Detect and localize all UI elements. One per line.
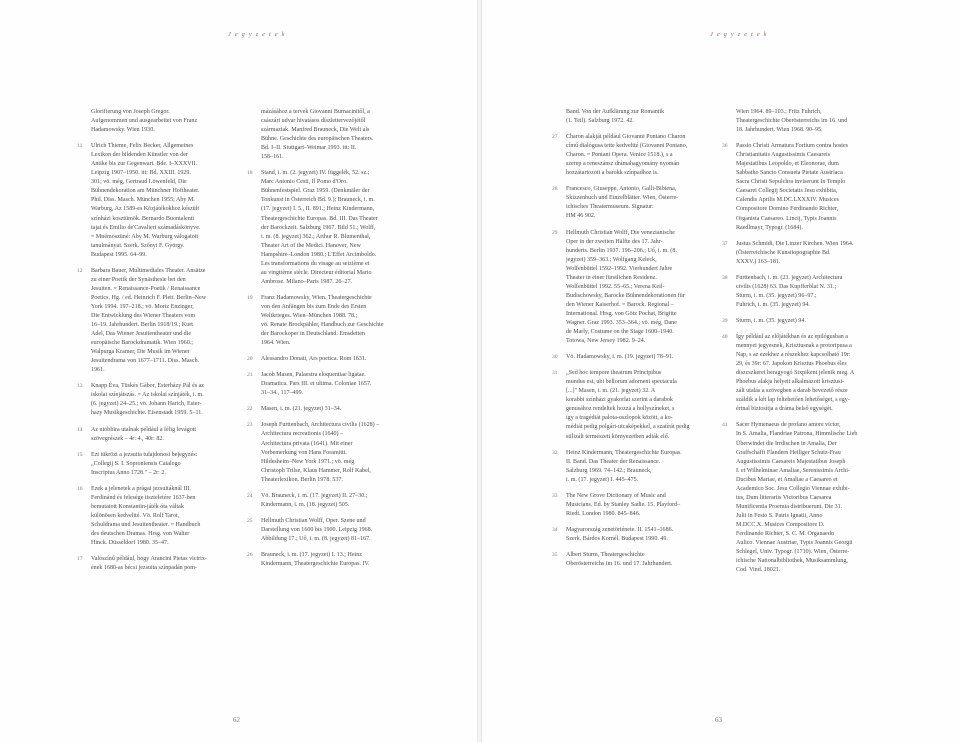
footnote xyxy=(552,449,694,485)
notes-column xyxy=(552,108,694,576)
footnote xyxy=(722,274,864,310)
footnote-number: 38 xyxy=(722,274,728,281)
footnote-number: 21 xyxy=(247,372,253,379)
footnote-number: 12 xyxy=(77,267,83,274)
footnote-text: Ulrich Thieme, Felix Becker, Allgemeines Lexikon der bildenden Künstler von der Antike bis zur Gegenwart. Bde. I–XXXVII. Leipzig 1907–1950. itt: Bd. XXIII. 1929. 301; vö. még, Gertraud Löwenfeld, Die Bühnendekoration am Münchner Hoftheater. Phil. Diss. Masch. München 1955; Aby M. Warburg, Az 1589-es Közjátékokhoz készült színházi kosztümök. Bernardo Buontalenti tajai és Emilio de'Cavalieri számadáskönyve. = Mnémoszüné: Aby M. Warburg válogatott tanulmányai. Szerk. Szőnyi F. György. Budapest 1995. 64–99. xyxy=(91,143,201,258)
footnote xyxy=(722,317,864,326)
footnote xyxy=(77,485,219,548)
left-page xyxy=(0,0,477,742)
footnote-number xyxy=(722,108,736,135)
footnote-number: 34 xyxy=(552,526,558,533)
footnote-text: mázásához a tervek Giovanni Burnacinitől, a császári udvar hivatásos díszlettervezőjétől származtak. Manfred Brauneck, Die Welt als Bühne. Geschichte des europäischen Theaters. Bd. I–II. Stuttgart–Weimar 1993. itt: II. 158–161. xyxy=(261,109,374,161)
footnote-text: Így például az előjátékban és az epilógusban a mennyei jegyesnek, Krisztusnak a protoripusa a Nap, s az ezekhez a részekhez kapcsolható 19r: 29, és 39r: 67. Japokon Krisztus Phoebus éles diszcszkeret beragyogó Sixpikent jelenik meg. A Phoebus alakja helyett alkalmazott krisztusi- zált utalás a szövegben a darab bevezető része száldik a két lap feltehetően lehetőséget, s egy- értnal biztosítja a dráma belső egységét. xyxy=(736,333,855,413)
footnote xyxy=(247,371,389,398)
footnote-text: Knapp Éva, Tüskés Gábor, Esterházy Pál és az iskolai színjátszás. = Az iskolai színjáték, i. m. (6. jegyzet) 24–25.; vö. Johann Harich, Ester- hazy Musikgeschichte. Eisenstadt 1959. 5–11. xyxy=(91,383,204,417)
footnote-number: 36 xyxy=(722,143,728,150)
footnote-number: 40 xyxy=(722,333,728,340)
footnote-number: 20 xyxy=(247,356,253,363)
footnote xyxy=(552,551,694,569)
footnote-number: 29 xyxy=(552,229,558,236)
page-number: 62 xyxy=(233,716,240,724)
footnote-number: 25 xyxy=(247,517,253,524)
footnote xyxy=(722,240,864,267)
footnote xyxy=(552,492,694,519)
footnote-text: Az utóbbira utalnak például a félig levágott szövegrészek – 4r: 4., 40r: 82. xyxy=(91,426,197,442)
footnote-number: 28 xyxy=(552,186,558,193)
footnote xyxy=(247,405,389,414)
footnote-number: 13 xyxy=(77,383,83,390)
footnote xyxy=(247,355,389,364)
footnote xyxy=(77,555,219,573)
right-page xyxy=(482,0,959,742)
footnote xyxy=(77,451,219,478)
footnote-text: Magyarország zenetörténete. II. 1541–1686. Szerk. Bárdos Kornél. Budapest 1990. 49. xyxy=(566,526,674,542)
footnote xyxy=(247,492,389,510)
footnote-text: Charon alakját például Giovanni Pontano Charon című dialógusa tette kedveltté (Giovanni Pontano, Charon. = Pontani Opera. Venice 1518.), s a szerep a reneszánsz drámahagyomány nyomán hozzátartozott a barokk színpadhoz is. xyxy=(566,134,688,177)
footnote xyxy=(552,229,694,347)
footnote-text: Hellmuth Christian Wolff, Die venezianische Oper in der zweiten Hälfte des 17. Jahr- hunderts. Berlin 1937. 196–206.; Uő, i. m. (8. jegyzet) 359–363.; Wolfgang Keleck, Wolfenbüttel 1592–1992. Vierhundert Jahre Theater in einer fürstlichen Residenz. Wolfenbüttel 1992. 55–65.; Verena Keil- Budischowsky, Barocke Bühnendekorationen für den Wiener Kaiserhof. = Barock. Regional – International. Hrsg. von Götz Pochat, Brigitte Wagner. Graz 1993. 353–364.; vö. még, Dane de Marly, Costume on the Stage 1600–1940. Totowa, New Jersey 1982. 9–24. xyxy=(566,229,685,345)
notes-column xyxy=(247,108,389,576)
footnote-text: Barbara Bauer, Multimediales Theater. Ansätze zu einer Poetik der Synästhesie bei den Jesuiten. = Renaissance-Poetik / Renaissance Poetics. Hg. / ed. Heinrich F. Plett. Berlin–New York 1994. 197–218.; vö. Moriz Enzinger, Die Entwicklung des Wiener Theaters vom 16–19. Jahrhundert. Berlin 1918/19.; Kurt Adel, Das Wiener Jesuitentheater und die europäische Barockdramatik. Wien 1960.; Walpurga Kramer, Die Musik im Wiener Jesuitendrama von 1677–1711. Diss. Masch. 1961. xyxy=(91,267,207,374)
footnote-text: Band. Von der Aufklärung zur Romantik (1. Teil). Salzburg 1972. 42. xyxy=(566,109,665,125)
footnote-text: Joseph Furttenbach, Architectura civilis (1628) – Architectura recreationis (1640) – Architectura privata (1641). Mit einer Vorbemerkung von Hans Foramitti. Hildesheim–New York 1971.; vö. még Christoph Trilse, Klaus Hammer, Rolf Kabel, Theaterlexikon. Berlin 1978. 537. xyxy=(261,422,380,483)
footnote xyxy=(247,169,389,287)
footnote xyxy=(552,369,694,441)
footnote-number xyxy=(247,108,261,162)
footnote-number: 27 xyxy=(552,134,558,141)
footnote-text: Valószínű például, hogy Arancini Pietas victrix- ének 1680-as bécsi jezsuita színpadán pom- xyxy=(91,556,207,572)
footnote xyxy=(552,185,694,221)
footnote-text: Alessandro Donati, Ars poetica. Rom 1631. xyxy=(261,356,367,363)
footnote-number: 24 xyxy=(247,492,253,499)
footnote-text: Glorifierung von Joseph Gregor. Aufgenommen und ausgearbeitet von Franz Hadamowsky. Wien 1930. xyxy=(91,109,198,134)
footnote-text: Brauneck, i. m. (17. jegyzet) I. 13.; Heinz Kindermann, Theatergeschichte Europas. IV. xyxy=(261,551,370,568)
footnote xyxy=(77,426,219,444)
footnote-number: 15 xyxy=(77,451,83,458)
footnote xyxy=(247,551,389,569)
running-head: J e g y z e t e k xyxy=(710,31,768,38)
page-number: 63 xyxy=(715,716,722,724)
footnote-number: 22 xyxy=(247,406,253,413)
footnote-number: 26 xyxy=(247,551,253,558)
footnote-text: Passio Christi Armatura Fortium contra hostes Christianitatis Augustissimis Caesareis Majestatibus Leopoldo, et Eleonorae, dum Sabbatho Sancto Consueta Pietate Austriaca Sacra Christi Sepulchra inviserunt In Templo Caesarei Collegij Societatis Jesu exhibita, Calendis Aprilis M.DC.LXXXIV. Musices Compositore Domino Ferdinando Richter, Organista Caesareo. Lincij, Typis Joannis Raedlmayr, Typogr. (1684). xyxy=(736,143,849,231)
footnote-number: 33 xyxy=(552,492,558,499)
footnote-number: 14 xyxy=(77,426,83,433)
notes-column xyxy=(722,108,864,582)
footnote-text: Justus Schmidt, Die Linzer Kirchen. Wien 1964. (Österreichische Kunsttopographie Bd. XXXV.) 163–181. xyxy=(736,240,854,265)
footnote-number: 32 xyxy=(552,449,558,456)
footnote-text: Vö. Hadamowsky, i. m. (19. jegyzet) 78–91. xyxy=(566,354,674,361)
footnote-text: „Sed hoc tempore theatrum Principibus mundus est, ubi bellorum adornent spectacula [...]" Masen, i. m. (21. jegyzet) 32. A korabbi színházi gyakorlat szerint a darabok genusához rendeltek hozzá a hollyszíneket, s így a tragédiát palota-oszlopok között, a ko- médiát pedig polgári-utcaképekkel, a szatírát pedig stilizált természeti környezetben adták elő. xyxy=(566,370,690,440)
footnote-number: 16 xyxy=(77,485,83,492)
footnote xyxy=(552,526,694,544)
footnote xyxy=(77,267,219,376)
footnote-number: 19 xyxy=(247,294,253,301)
footnote-text: Ezt tükrözi a jezsuita tulajdonosi bejegyzés: „Collegij S. I. Soproniensis Catalogo Inscriptus Anno 1728." – 2r: 2. xyxy=(91,451,198,476)
notes-column xyxy=(77,108,219,580)
footnote xyxy=(77,108,219,135)
footnote-text: Stand, i. m. (2. jegyzet) IV. függelék, 52. sz.; Marc Antonio Cesti, Il Pomo d'Oro. Bühnenfestspiel. Graz 1959. (Denkmäler der Tonkunst in Österreich Bd. 9.); Brauneck, i. m. (17. jegyzet) I. 5., II. 891.; Heinz Kindermann, Theatergeschichte Europas. Bd. III. Das Theater der Barockzeit. Salzburg 1967. Bild 51.; Wolff, i. m. (8. jegyzet) 362.; Arthur R. Blumenthal, Theater Art of the Medici. Hanover, New Hampshire–London 1980.; L'Effet Arcimboldo. Les transformations du visage au seizième et au vingtième siècle. Directeur éditorial Mario Ambrose. Milano–Paris 1987. 26–27. xyxy=(261,170,378,285)
footnote xyxy=(722,108,864,135)
footnote-text: Ezek a jelenetek a prágai jezsuitáknál III. Ferdinánd és felesége tiszteletére 1637-ben bemutatott Konstantin-játék óta váltak különösen kedveltté. Vö. Rolf Tarot, Schuldrama und Jesuitentheater. = Handbuch des deutschen Dramas. Hrsg. von Walter Hinck. Düsseldorf 1980. 35–47. xyxy=(91,485,201,547)
footnote xyxy=(552,108,694,126)
footnote-number: 37 xyxy=(722,240,728,247)
footnote-text: Hellmuth Christian Wolff, Oper. Szene und Darstellung von 1600 bis 1900. Leipzig 1968. Abbildung 17.; Uő, i. m. (8. jegyzet) 81–167. xyxy=(261,517,373,542)
footnote xyxy=(552,133,694,178)
footnote xyxy=(552,353,694,362)
footnote-text: Albert Sturm, Theatergeschichte Oberösterreichs im 16. und 17. Jahrhundert. xyxy=(566,551,673,568)
footnote-text: Masen, i. m. (21. jegyzet) 31–34. xyxy=(261,406,342,413)
footnote-number: 39 xyxy=(722,317,728,324)
footnote-number: 11 xyxy=(77,143,83,150)
footnote xyxy=(247,517,389,544)
footnote xyxy=(247,294,389,348)
footnote-text: Sturm, i. m. (35. jegyzet) 94. xyxy=(736,317,806,324)
footnote-text: Francesco, Giuseppe, Antonio, Galli-Bibiena, Skizzenbuch und Einzelblätter. Wien, Österre- ichisches Theatermuseum. Signatur: HM 46 902. xyxy=(566,186,679,220)
footnote xyxy=(247,421,389,484)
footnote xyxy=(247,108,389,162)
footnote-text: Sacer Hymenaeus de profano amore victor, In S. Amalia, Flandriae Patrona, Himmlische Lieb Überwindet die Irrdischen in Amalia, Der Graffschafft Flandern Heiliger Schutz-Frau Augustissimis Caesareis Majestatibus Joseph I. et Wilhelminae Amaliae, Serenissimis Archi- Ducibus Mariae, et Amaliae a Caesareo et Academico Soc. Jesu Collegio Viennae exhibi- tus, Dum litterariis Victoribus Caesarea Munificentia Proemia distribuerunt. Die 31. Julii in Festo S. Patris Ignatii, Anno M.DCC.X. Musices Compositore D. Ferdinando Richter, S. C. M. Organaedo Aulico. Viennae Austriae, Typis Joannis Georgii Schlegel, Univ. Typogr. (1710). Wien, Österre- ichische Nationalbibliothek, Musiksammlung, Cod. Vind. 18021. xyxy=(736,422,858,574)
footnote xyxy=(722,142,864,232)
footnote xyxy=(77,382,219,418)
footnote-text: Heinz Kindermann, Theatergeschichte Europas. II. Band. Das Theater der Renaissance. Salzburg 1969. 74–142.; Brauneck, i. m. (17. jegyzet) I. 445–475. xyxy=(566,449,682,483)
footnote xyxy=(77,142,219,260)
footnote-number: 41 xyxy=(722,422,728,429)
footnote-text: The New Grove Dictionary of Music and Musicians. Ed. by Stanley Sadie. 15. Playford– Riedt. London 1980. 845–846. xyxy=(566,492,681,517)
footnote-number: 35 xyxy=(552,551,558,558)
running-head: J e g y z e t e k xyxy=(228,31,286,38)
footnote-number: 23 xyxy=(247,422,253,429)
footnote-text: Franz Hadamowsky, Wien. Theatergeschichte von den Anfängen bis zum Ende des Ersten Weltkrieges. Wien–München 1988. 78.; vö. Renate Brockpähler, Handbuch zur Geschichte der Barockoper in Deutschland. Emsdetten 1964. Wien. xyxy=(261,294,384,347)
footnote-number: 30 xyxy=(552,354,558,361)
footnote-text: Vö. Brauneck, i. m. (17. jegyzet) II. 27–30.; Kindermann, i. m. (18. jegyzet) 505. xyxy=(261,492,368,508)
footnote-number: 17 xyxy=(77,556,83,563)
footnote xyxy=(722,333,864,414)
footnote-number xyxy=(77,108,91,135)
footnote xyxy=(722,421,864,575)
footnote-number xyxy=(552,108,566,126)
footnote-number: 18 xyxy=(247,170,253,177)
footnote-text: Furttenbach, i. m. (23. jegyzet) Architectura civilis (1628) 63. Das Kupfferblat N. 31.; Sturm, i. m. (35. jegyzet) 96–97.; Fuhrich, i. m. (35. jegyzet) 94. xyxy=(736,274,843,308)
footnote-number: 31 xyxy=(552,370,558,377)
footnote-text: Jacob Masen, Palaestra eloquentiae ligatae. Dramatica. Pars III. et ultima. Coloniae 1657. 31–34., 117–499. xyxy=(261,372,372,397)
footnote-text: Wien 1964. 89–103.; Fritz Fuhrich, Theatergeschichte Oberösterreichs im 16. und 18. Jahrhundert. Wien 1968. 90–95. xyxy=(736,109,848,134)
